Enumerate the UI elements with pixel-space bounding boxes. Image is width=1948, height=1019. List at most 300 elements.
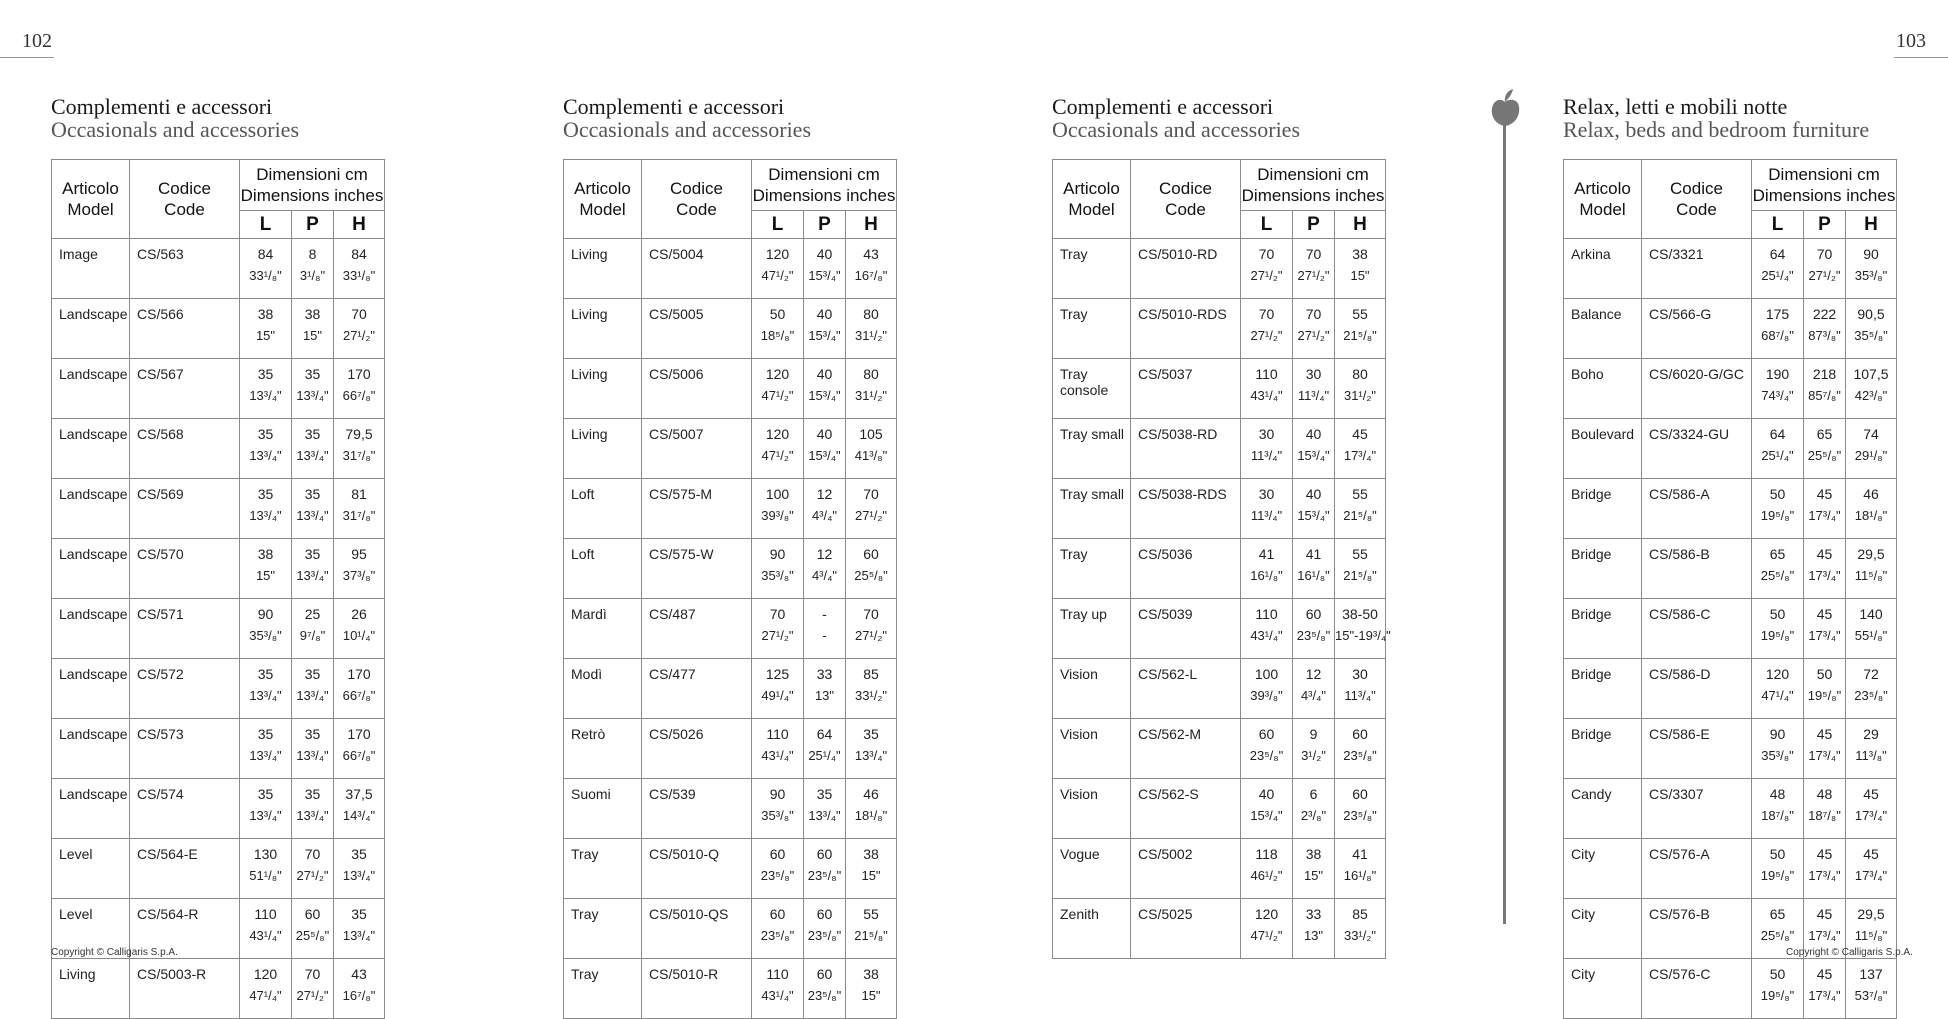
value-inches: 15³/₄": [808, 328, 841, 343]
cell-p: [292, 839, 334, 899]
value-inches: 16⁷/₈": [342, 988, 376, 1003]
cell-model: Level: [52, 899, 130, 959]
table-row: [52, 779, 385, 839]
value-cm: 12: [816, 486, 833, 502]
value-cm: 130: [253, 846, 278, 862]
value-cm: 60: [304, 906, 321, 922]
value-cm: 70: [863, 606, 879, 622]
value-inches: 17³/₄": [1808, 928, 1841, 943]
value-cm: 70: [1258, 246, 1275, 262]
cell-h: [1846, 719, 1897, 779]
cell-model: Vision: [1053, 779, 1131, 839]
cell-code: CS/5002: [1131, 839, 1241, 899]
cell-l: [752, 899, 804, 959]
cell-p: [1804, 239, 1846, 299]
value-cm: 120: [765, 426, 790, 442]
cell-h: [846, 839, 897, 899]
value-inches: 13³/₄": [249, 748, 282, 763]
table-row: [52, 359, 385, 419]
table-row: [1053, 779, 1386, 839]
cell-l: [1752, 839, 1804, 899]
cell-l: [752, 359, 804, 419]
value-inches: 16¹/₈": [1343, 868, 1377, 883]
value-cm: 45: [1863, 786, 1879, 802]
value-inches: -: [822, 628, 827, 643]
value-inches: 15³/₄": [808, 388, 841, 403]
table-row: [52, 419, 385, 479]
value-inches: 13": [814, 688, 835, 703]
section-title-it: Complementi e accessori: [563, 94, 785, 119]
value-inches: 11⁵/₈": [1854, 928, 1888, 943]
value-cm: 35: [257, 786, 274, 802]
value-cm: 64: [1769, 246, 1786, 262]
cell-model: Boho: [1564, 359, 1642, 419]
value-cm: 35: [304, 666, 321, 682]
value-inches: 18⁵/₈": [760, 328, 795, 343]
table-row: [564, 239, 897, 299]
value-cm: 35: [304, 726, 321, 742]
value-cm: 100: [1254, 666, 1279, 682]
value-inches: 13³/₄": [249, 448, 282, 463]
cell-h: [334, 539, 385, 599]
value-cm: 40: [816, 426, 833, 442]
cell-p: [804, 899, 846, 959]
cell-model: Level: [52, 839, 130, 899]
value-cm: 37,5: [345, 786, 373, 802]
cell-code: CS/576-C: [1642, 959, 1752, 1019]
cell-l: [1241, 659, 1293, 719]
cell-code: CS/3307: [1642, 779, 1752, 839]
cell-h: [1846, 539, 1897, 599]
value-cm: 90: [1769, 726, 1786, 742]
table-row: [564, 839, 897, 899]
cell-p: [292, 899, 334, 959]
value-inches: 18⁷/₈": [1808, 808, 1841, 823]
cell-code: CS/566-G: [1642, 299, 1752, 359]
value-inches: 31¹/₂": [854, 328, 888, 343]
cell-l: [1752, 719, 1804, 779]
value-cm: 45: [1816, 606, 1833, 622]
value-inches: 15³/₄": [808, 448, 841, 463]
header-code: Codice Code: [130, 160, 240, 239]
table-row: [1053, 419, 1386, 479]
cell-l: [1752, 959, 1804, 1019]
value-cm: 55: [1352, 306, 1368, 322]
value-inches: 21⁵/₈": [854, 928, 888, 943]
value-cm: 35: [304, 486, 321, 502]
table-row: [52, 959, 385, 1019]
cell-l: [752, 659, 804, 719]
cell-p: [804, 419, 846, 479]
value-cm: 218: [1812, 366, 1837, 382]
value-inches: 31⁷/₈": [342, 508, 376, 523]
cell-p: [1293, 779, 1335, 839]
value-inches: 33¹/₈": [342, 268, 376, 283]
value-inches: 35⁵/₈": [1854, 328, 1888, 343]
value-inches: 33¹/₂": [854, 688, 888, 703]
value-cm: 70: [863, 486, 879, 502]
cell-h: [1846, 599, 1897, 659]
copyright-right: Copyright © Calligaris S.p.A.: [1786, 947, 1913, 958]
cell-code: CS/5004: [642, 239, 752, 299]
section-occasionals-2: [563, 95, 897, 1019]
cell-p: [804, 479, 846, 539]
cell-h: [1846, 959, 1897, 1019]
cell-model: City: [1564, 839, 1642, 899]
cell-model: Landscape: [52, 299, 130, 359]
header-h: H: [1846, 211, 1897, 239]
value-inches: 15": [302, 328, 323, 343]
value-inches: 17³/₄": [1808, 568, 1841, 583]
cell-code: CS/5010-R: [642, 959, 752, 1019]
cell-l: [1752, 479, 1804, 539]
header-dimensions: Dimensioni cm Dimensions inches: [752, 160, 897, 211]
cell-code: CS/3321: [1642, 239, 1752, 299]
value-inches: 13³/₄": [808, 808, 841, 823]
cell-code: CS/477: [642, 659, 752, 719]
value-inches: 4³/₄": [1300, 688, 1327, 703]
value-cm: 120: [1765, 666, 1790, 682]
cell-h: [846, 719, 897, 779]
cell-model: Tray: [564, 899, 642, 959]
value-cm: 70: [1305, 246, 1322, 262]
cell-h: [334, 779, 385, 839]
cell-l: [752, 599, 804, 659]
value-cm: 70: [304, 966, 321, 982]
cell-p: [1293, 359, 1335, 419]
value-inches: 11⁵/₈": [1854, 568, 1888, 583]
value-inches: 10¹/₄": [342, 628, 376, 643]
table-row: [564, 599, 897, 659]
header-dimensions: Dimensioni cm Dimensions inches: [1241, 160, 1386, 211]
header-p: P: [292, 211, 334, 239]
cell-l: [240, 959, 292, 1019]
cell-model: Vogue: [1053, 839, 1131, 899]
header-model: Articolo Model: [52, 160, 130, 239]
cell-h: [334, 299, 385, 359]
table-row: [1053, 719, 1386, 779]
cell-h: [334, 899, 385, 959]
value-inches: 35³/₈": [1854, 268, 1888, 283]
cell-model: Loft: [564, 539, 642, 599]
cell-code: CS/5010-RDS: [1131, 299, 1241, 359]
value-cm: 35: [304, 366, 321, 382]
value-inches: 17³/₄": [1808, 868, 1841, 883]
table-row: [1053, 659, 1386, 719]
cell-l: [752, 239, 804, 299]
table-row: [1564, 419, 1897, 479]
value-inches: 43¹/₄": [761, 748, 794, 763]
value-inches: 47¹/₄": [249, 988, 282, 1003]
cell-l: [752, 479, 804, 539]
cell-model: Retrò: [564, 719, 642, 779]
cell-p: [804, 359, 846, 419]
value-inches: 27¹/₂": [296, 868, 329, 883]
cell-l: [240, 239, 292, 299]
value-cm: 107,5: [1853, 366, 1889, 382]
cell-code: CS/574: [130, 779, 240, 839]
cell-model: Living: [52, 959, 130, 1019]
cell-l: [1752, 599, 1804, 659]
cell-model: Tray: [1053, 299, 1131, 359]
cell-code: CS/586-A: [1642, 479, 1752, 539]
value-inches: 85⁷/₈": [1808, 388, 1841, 403]
value-cm: 6: [1309, 786, 1318, 802]
header-h: H: [1335, 211, 1386, 239]
cell-code: CS/563: [130, 239, 240, 299]
cell-l: [1241, 899, 1293, 959]
cell-code: CS/576-B: [1642, 899, 1752, 959]
value-inches: 25¹/₄": [808, 748, 841, 763]
value-cm: 55: [1352, 486, 1368, 502]
cell-h: [1846, 659, 1897, 719]
value-inches: 27¹/₂": [1808, 268, 1841, 283]
cell-p: [804, 719, 846, 779]
cell-l: [1241, 479, 1293, 539]
value-inches: 53⁷/₈": [1854, 988, 1888, 1003]
cell-h: [1335, 839, 1386, 899]
value-inches: 27¹/₂": [296, 988, 329, 1003]
value-cm: 35: [304, 546, 321, 562]
value-cm: 64: [1769, 426, 1786, 442]
cell-p: [1804, 779, 1846, 839]
copyright-left: Copyright © Calligaris S.p.A.: [51, 947, 178, 958]
cell-l: [1752, 419, 1804, 479]
cell-l: [752, 719, 804, 779]
value-cm: 45: [1816, 906, 1833, 922]
cell-model: Bridge: [1564, 659, 1642, 719]
cell-l: [1241, 299, 1293, 359]
value-inches: 23⁵/₈": [1296, 628, 1331, 643]
cell-h: [846, 959, 897, 1019]
value-cm: 80: [1352, 366, 1368, 382]
value-inches: 17³/₄": [1808, 628, 1841, 643]
cell-p: [1804, 959, 1846, 1019]
value-inches: 23⁵/₈": [760, 868, 795, 883]
value-inches: 3¹/₂": [1301, 748, 1326, 763]
cell-h: [846, 539, 897, 599]
cell-h: [1335, 899, 1386, 959]
value-cm: 38: [257, 546, 274, 562]
table-row: [564, 419, 897, 479]
cell-model: Tray: [1053, 239, 1131, 299]
value-cm: 84: [257, 246, 274, 262]
value-cm: 12: [816, 546, 833, 562]
value-inches: 13³/₄": [296, 448, 329, 463]
cell-code: CS/575-W: [642, 539, 752, 599]
cell-code: CS/567: [130, 359, 240, 419]
value-inches: 35³/₈": [1761, 748, 1794, 763]
cell-code: CS/564-E: [130, 839, 240, 899]
value-cm: 60: [816, 846, 833, 862]
table-row: [1053, 239, 1386, 299]
cell-h: [1846, 479, 1897, 539]
table-row: [564, 299, 897, 359]
cell-l: [1752, 539, 1804, 599]
cell-p: [1293, 419, 1335, 479]
cell-p: [804, 839, 846, 899]
value-cm: 30: [1352, 666, 1368, 682]
value-cm: 85: [1352, 906, 1368, 922]
cell-h: [846, 479, 897, 539]
cell-model: Tray: [564, 839, 642, 899]
value-cm: 38: [1352, 246, 1368, 262]
cell-l: [752, 419, 804, 479]
value-inches: 27¹/₂": [1297, 268, 1330, 283]
table-row: [52, 539, 385, 599]
value-inches: 47¹/₂": [761, 448, 794, 463]
cell-code: CS/586-C: [1642, 599, 1752, 659]
value-cm: 64: [816, 726, 833, 742]
value-cm: 40: [1305, 426, 1322, 442]
value-inches: 25¹/₄": [1761, 268, 1794, 283]
page-rule-left: [0, 57, 54, 58]
cell-p: [804, 599, 846, 659]
value-inches: 47¹/₂": [761, 388, 794, 403]
value-inches: 27¹/₂": [854, 628, 888, 643]
section-title-it: Relax, letti e mobili notte: [1563, 94, 1788, 119]
section-title-en: Occasionals and accessories: [51, 117, 300, 142]
cell-p: [1804, 539, 1846, 599]
value-inches: 18⁷/₈": [1761, 808, 1794, 823]
value-inches: 55¹/₈": [1854, 628, 1888, 643]
value-cm: 120: [765, 246, 790, 262]
value-cm: 8: [308, 246, 317, 262]
value-cm: 50: [1769, 966, 1786, 982]
value-cm: 35: [304, 786, 321, 802]
value-cm: 38: [863, 966, 879, 982]
value-inches: 33¹/₂": [1343, 928, 1377, 943]
cell-h: [1846, 839, 1897, 899]
value-inches: 43¹/₄": [249, 928, 282, 943]
value-cm: 80: [863, 306, 879, 322]
cell-l: [240, 599, 292, 659]
value-cm: 45: [1863, 846, 1879, 862]
value-inches: 4³/₄": [811, 568, 838, 583]
table-row: [1564, 719, 1897, 779]
value-cm: 85: [863, 666, 879, 682]
value-cm: 35: [351, 906, 367, 922]
cell-h: [846, 779, 897, 839]
value-cm: 35: [257, 366, 274, 382]
value-cm: 45: [1816, 726, 1833, 742]
cell-code: CS/5006: [642, 359, 752, 419]
value-cm: 90: [257, 606, 274, 622]
value-cm: 125: [765, 666, 790, 682]
cell-model: Bridge: [1564, 719, 1642, 779]
table-row: [1053, 299, 1386, 359]
cell-p: [292, 299, 334, 359]
cell-model: Living: [564, 359, 642, 419]
cell-h: [1846, 779, 1897, 839]
value-cm: 38: [863, 846, 879, 862]
value-cm: 80: [863, 366, 879, 382]
value-inches: 23⁵/₈": [1249, 748, 1284, 763]
value-inches: 19⁵/₈": [1760, 868, 1795, 883]
value-cm: 140: [1859, 606, 1883, 622]
value-inches: 19⁵/₈": [1760, 628, 1795, 643]
cell-p: [1804, 719, 1846, 779]
cell-l: [752, 299, 804, 359]
value-inches: 15³/₄": [1250, 808, 1283, 823]
value-inches: 13³/₄": [296, 568, 329, 583]
value-inches: 17³/₄": [1808, 988, 1841, 1003]
value-inches: 13³/₄": [296, 808, 329, 823]
cell-l: [1241, 779, 1293, 839]
cell-code: CS/5037: [1131, 359, 1241, 419]
value-inches: 15": [861, 988, 881, 1003]
cell-h: [334, 359, 385, 419]
table-row: [564, 539, 897, 599]
section-title-it: Complementi e accessori: [1052, 94, 1274, 119]
value-cm: 30: [1258, 426, 1275, 442]
table-row: [1053, 839, 1386, 899]
value-inches: 35³/₈": [761, 808, 794, 823]
value-inches: 39³/₈": [1250, 688, 1283, 703]
table-row: [1564, 779, 1897, 839]
cell-code: CS/5025: [1131, 899, 1241, 959]
value-cm: 137: [1859, 966, 1883, 982]
value-inches: 18¹/₈": [854, 808, 888, 823]
cell-p: [1293, 719, 1335, 779]
cell-code: CS/5039: [1131, 599, 1241, 659]
cell-p: [1293, 839, 1335, 899]
cell-model: Boulevard: [1564, 419, 1642, 479]
header-dimensions: Dimensioni cm Dimensions inches: [1752, 160, 1897, 211]
cell-l: [240, 899, 292, 959]
value-inches: 27¹/₂": [342, 328, 376, 343]
cell-h: [846, 359, 897, 419]
cell-model: Suomi: [564, 779, 642, 839]
cell-p: [292, 359, 334, 419]
cell-p: [292, 659, 334, 719]
header-model: Articolo Model: [564, 160, 642, 239]
value-inches: 35³/₈": [761, 568, 794, 583]
value-cm: 95: [351, 546, 367, 562]
value-inches: 25⁵/₈": [854, 568, 888, 583]
value-cm: 40: [1305, 486, 1322, 502]
cell-p: [1804, 659, 1846, 719]
value-inches: 13³/₄": [249, 688, 282, 703]
value-cm: 65: [1769, 546, 1786, 562]
table-row: [564, 479, 897, 539]
cell-h: [1335, 359, 1386, 419]
table-row: [1053, 539, 1386, 599]
table-row: [1053, 599, 1386, 659]
value-cm: 60: [1258, 726, 1275, 742]
table-row: [1564, 239, 1897, 299]
value-cm: 45: [1816, 486, 1833, 502]
value-inches: 23⁵/₈": [807, 988, 842, 1003]
value-cm: 45: [1816, 966, 1833, 982]
value-cm: 120: [765, 366, 790, 382]
value-inches: 39³/₈": [761, 508, 794, 523]
cell-l: [240, 539, 292, 599]
header-model: Articolo Model: [1564, 160, 1642, 239]
cell-code: CS/5038-RDS: [1131, 479, 1241, 539]
cell-h: [1335, 299, 1386, 359]
cell-model: Landscape: [52, 359, 130, 419]
cell-code: CS/487: [642, 599, 752, 659]
page-number-right: 103: [1896, 30, 1926, 52]
value-inches: 13³/₄": [296, 388, 329, 403]
value-inches: 13³/₄": [296, 688, 329, 703]
cell-p: [1293, 899, 1335, 959]
cell-p: [804, 239, 846, 299]
header-p: P: [1804, 211, 1846, 239]
value-cm: 60: [1352, 726, 1368, 742]
cell-l: [1752, 779, 1804, 839]
